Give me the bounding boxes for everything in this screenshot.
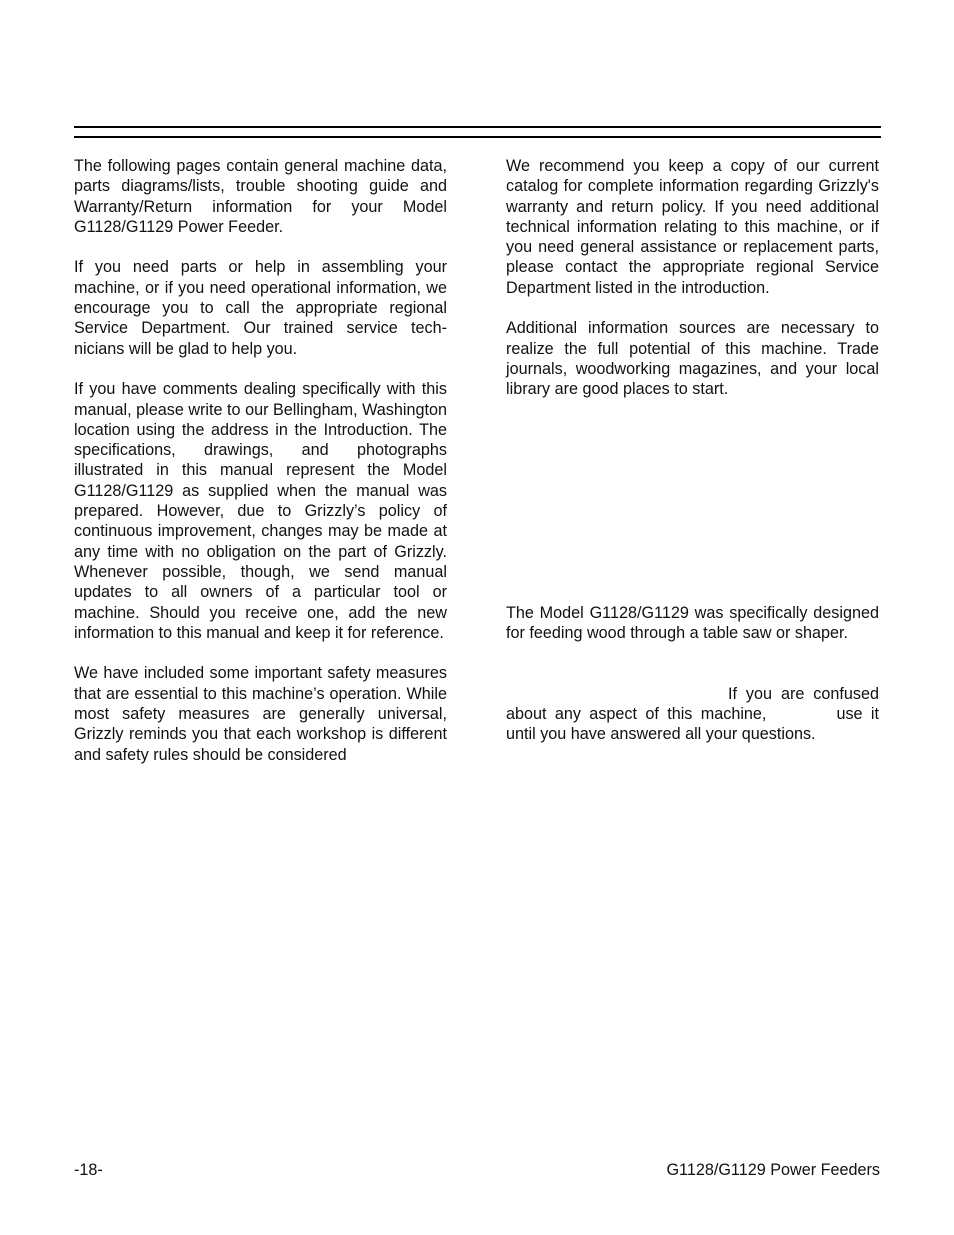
confused-text-part2: use it until you have answered all your questions. <box>506 705 879 744</box>
header-rule-bottom <box>74 136 881 138</box>
parts-help-paragraph: If you need parts or help in assembling your machine, or if you need operational information, we encourage you to call the appropriate regional Service Department. Our trained service technicians will be glad to help you. <box>74 258 447 358</box>
model-design-paragraph: The Model G1128/G1129 was specifically designed for feeding wood through a table saw or shaper. <box>506 603 879 642</box>
left-column <box>74 156 447 765</box>
right-column <box>506 156 879 745</box>
safety-measures-paragraph: We have included some important safety measures that are essential to this machine’s operation. While most safety measures are generally universal, Grizzly reminds you that each workshop is different and safety rules should be considered <box>74 664 447 764</box>
info-sources-paragraph: Additional information sources are necessary to realize the full potential of this machine. Trade journals, woodworking magazines, and your local library are good places to start. <box>506 319 879 399</box>
footer-page-number: -18- <box>74 1161 103 1179</box>
confused-text-part1: If you are confused about any aspect of this machine, <box>506 684 879 724</box>
intro-paragraph: The following pages contain general machine data, parts diagrams/lists, trouble shooting guide and Warranty/Return information for your Model G1128/G1129 Power Feeder. <box>74 157 447 236</box>
header-rule-top <box>74 126 881 128</box>
footer-title: G1128/G1129 Power Feeders <box>666 1161 880 1179</box>
catalog-paragraph: We recommend you keep a copy of our current catalog for complete information regarding Grizzly's warranty and return policy. If you need additional technical information relating to this machine, or if you need general assistance or replacement parts, please contact the appropriate regional Service Department listed in the introduction. <box>506 157 879 297</box>
confused-paragraph <box>506 684 879 745</box>
manual-comments-paragraph: If you have comments dealing specifically with this manual, please write to our Bellingham, Washington location using the address in the Introduction. The specifications, drawings, and photographs illustrated in this manual represent the Model G1128/G1129 as supplied when the manual was prepared. However, due to Grizzly’s policy of continuous improvement, changes may be made at any time with no obligation on the part of Grizzly. Whenever possible, though, we send manual updates to all owners of a particular tool or machine. Should you receive one, add the new information to this manual and keep it for reference. <box>74 380 447 642</box>
